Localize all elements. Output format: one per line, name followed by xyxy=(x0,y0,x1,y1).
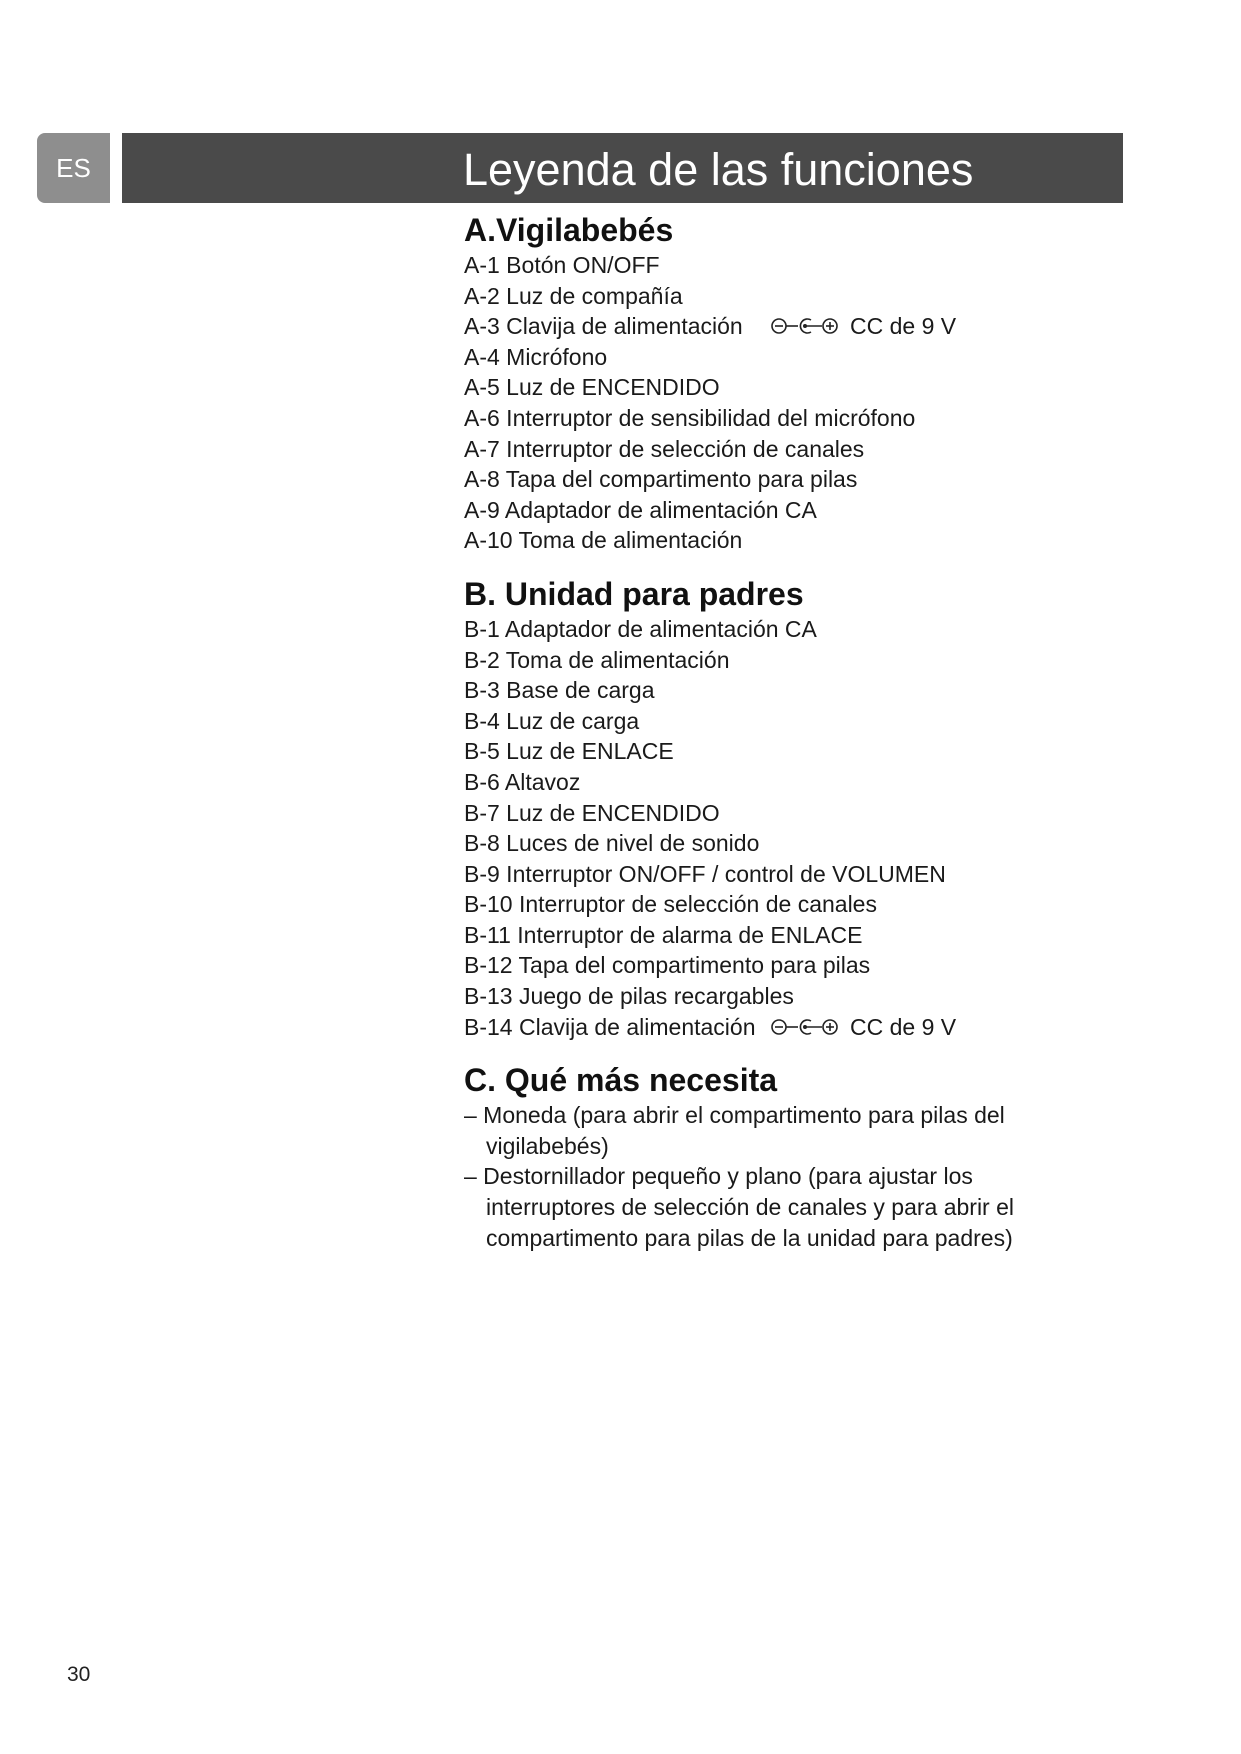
list-item-label: B-14 Clavija de alimentación xyxy=(464,1013,756,1040)
power-spec xyxy=(770,1012,956,1043)
section-title-baby-unit: A.Vigilabebés xyxy=(464,212,674,248)
section-title-parent-unit: B. Unidad para padres xyxy=(464,575,804,612)
list-item-power-plug xyxy=(464,311,1064,342)
baby-unit-list xyxy=(464,250,1064,556)
list-item: B-13 Juego de pilas recargables xyxy=(464,983,794,1010)
list-item: A-1 Botón ON/OFF xyxy=(464,252,660,278)
list-item: A-7 Interruptor de selección de canales xyxy=(464,435,865,462)
list-item: A-8 Tapa del compartimento para pilas xyxy=(464,466,858,493)
list-item: B-4 Luz de carga xyxy=(464,707,640,734)
list-item: B-2 Toma de alimentación xyxy=(464,646,730,673)
list-item: – Destornillador pequeño y plano (para ajustar los interruptores de selección de canales y para abrir el compartimento para pilas de la unidad para padres) xyxy=(464,1163,1015,1251)
list-item: – Moneda (para abrir el compartimento para pilas del vigilabebés) xyxy=(464,1102,1005,1159)
list-item: B-7 Luz de ENCENDIDO xyxy=(464,799,720,826)
list-item: A-2 Luz de compañía xyxy=(464,282,683,309)
list-item-label: A-3 Clavija de alimentación xyxy=(464,313,743,340)
section-title-what-else: C. Qué más necesita xyxy=(464,1062,778,1099)
list-item: B-1 Adaptador de alimentación CA xyxy=(464,615,817,642)
list-item: B-12 Tapa del compartimento para pilas xyxy=(464,952,871,979)
list-item-power-plug xyxy=(464,1012,1064,1043)
list-item: B-6 Altavoz xyxy=(464,768,581,795)
list-item: A-4 Micrófono xyxy=(464,343,608,370)
list-item: B-9 Interruptor ON/OFF / control de VOLUMEN xyxy=(464,860,946,887)
feature-legend xyxy=(464,210,1064,1253)
page-number: 30 xyxy=(67,1663,91,1686)
what-else-list xyxy=(464,1100,1064,1253)
list-item: B-10 Interruptor de selección de canales xyxy=(464,891,877,918)
list-item: B-11 Interruptor de alarma de ENLACE xyxy=(464,921,863,948)
list-item: A-6 Interruptor de sensibilidad del micrófono xyxy=(464,404,916,431)
list-item: A-9 Adaptador de alimentación CA xyxy=(464,496,817,523)
power-spec-label: CC de 9 V xyxy=(850,313,957,340)
list-item: A-5 Luz de ENCENDIDO xyxy=(464,374,720,401)
polarity-symbol-icon xyxy=(770,316,840,336)
section-baby-unit xyxy=(464,210,1064,556)
section-parent-unit xyxy=(464,574,1064,1042)
page-title: Leyenda de las funciones xyxy=(463,144,974,195)
list-item: B-5 Luz de ENLACE xyxy=(464,738,674,765)
power-spec-label: CC de 9 V xyxy=(850,1013,957,1040)
language-tab: ES xyxy=(37,133,110,203)
parent-unit-list xyxy=(464,614,1064,1042)
list-item: B-8 Luces de nivel de sonido xyxy=(464,830,760,857)
list-item: A-10 Toma de alimentación xyxy=(464,527,743,554)
list-item: B-3 Base de carga xyxy=(464,677,655,704)
section-what-else xyxy=(464,1060,1064,1253)
polarity-symbol-icon xyxy=(770,1017,840,1037)
power-spec xyxy=(770,311,956,342)
